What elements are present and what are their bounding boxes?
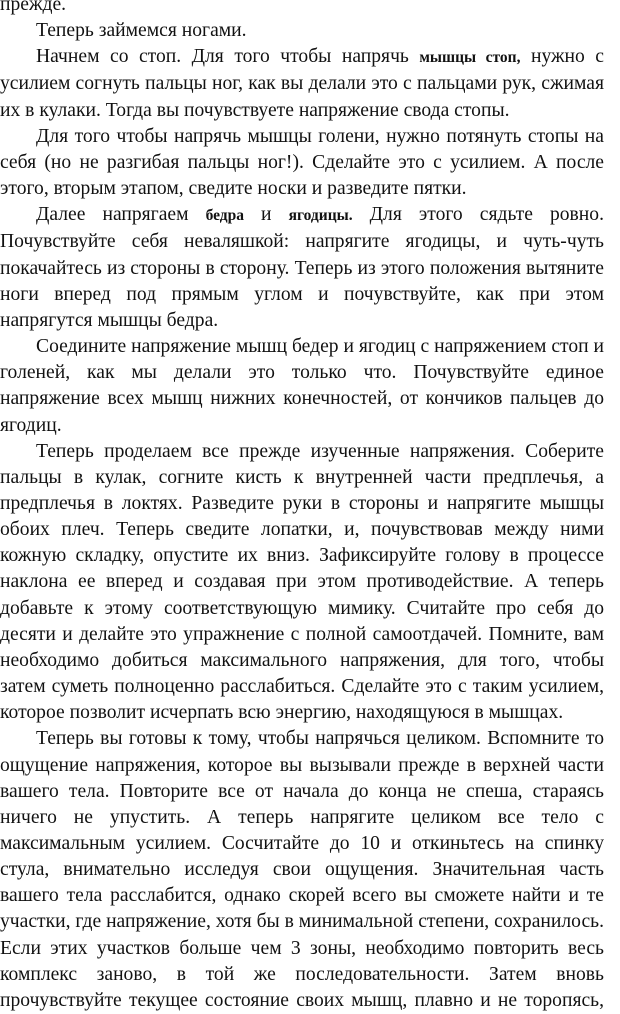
paragraph-legs-intro: Теперь займемся ногами. xyxy=(36,20,247,42)
paragraph-feet xyxy=(0,44,604,123)
paragraph-whole-body: Теперь вы готовы к тому, чтобы напрячься целиком. Вспомните то ощущение напряжения, которое вы вызывали прежде в верхней части вашего тела. Повторите все от начала до конца не спеша, стараясь ничего не упустить. А теперь напрягите целиком все тело с максимальным усилием. Сосчитайте до 10 и откиньтесь на спинку стула, внимательно исследуя свои ощущения. Значительная часть вашего тела расслабится, однако скорей всего вы сможете найти и те участки, где напряжение, хотя бы в минимальной степени, сохранилось. Если этих участков больше чем 3 зоны, необходимо повторить весь комплекс заново, в той же последовательности. Затем вновь прочувствуйте текущее состояние своих мышц, плавно и не торопясь, xyxy=(0,728,604,1011)
paragraph-feet-text-start: Начнем со стоп. Для того чтобы напрячь xyxy=(36,46,420,68)
paragraph-continuation: прежде. xyxy=(0,0,67,15)
paragraph-lower-limbs: Соедините напряжение мышц бедер и ягодиц с напряжением стоп и голеней, как мы делали это только что. Почувствуйте единое напряжение всех мышц нижних конечностей, от кончиков пальцев до ягодиц. xyxy=(0,336,604,436)
term-glutes: ягодицы. xyxy=(288,207,353,225)
paragraph-feet-text-end: нужно с усилием согнуть пальцы ног, как вы делали это с пальцами рук, сжимая их в кулаки. Тогда вы почувствуете напряжение свода стопы. xyxy=(0,46,605,121)
term-thighs: бедра xyxy=(205,207,244,225)
paragraph-shins: Для того чтобы напрячь мышцы голени, нужно потянуть стопы на себя (но не разгибая пальцы ног!). Сделайте это с усилием. А после этого, вторым этапом, сведите носки и разведите пятки. xyxy=(0,125,604,200)
paragraph-thighs-text-end: Для этого сядьте ровно. Почувствуйте себя неваляшкой: напрягите ягодицы, и чуть-чуть покачайтесь из стороны в сторону. Теперь из этого положения вытяните ноги вперед под прямым углом и почувствуйте, как при этом напрягутся мышцы бедра. xyxy=(0,204,604,331)
paragraph-thighs-glutes xyxy=(0,202,604,334)
paragraph-thighs-text-middle: и xyxy=(244,204,289,226)
paragraph-all-tensions: Теперь проделаем все прежде изученные напряжения. Соберите пальцы в кулак, согните кисть к внутренней части предплечья, а предплечья в локтях. Разведите руки в стороны и напрягите мышцы обоих плеч. Теперь сведите лопатки, и, почувствовав между ними кожную складку, опустите их вниз. Зафиксируйте голову в процессе наклона ее вперед и создавая при этом противодействие. А теперь добавьте к этому соответствующую мимику. Считайте про себя до десяти и делайте это упражнение с полной самоотдачей. Помните, вам необходимо добиться максимального напряжения, для того, чтобы затем суметь полноценно расслабиться. Сделайте это с таким усилием, которое позволит исчерпать всю энергию, находящуюся в мышцах. xyxy=(0,440,604,724)
term-foot-muscles: мышцы стоп, xyxy=(419,49,521,67)
paragraph-thighs-text-start: Далее напрягаем xyxy=(36,204,206,226)
